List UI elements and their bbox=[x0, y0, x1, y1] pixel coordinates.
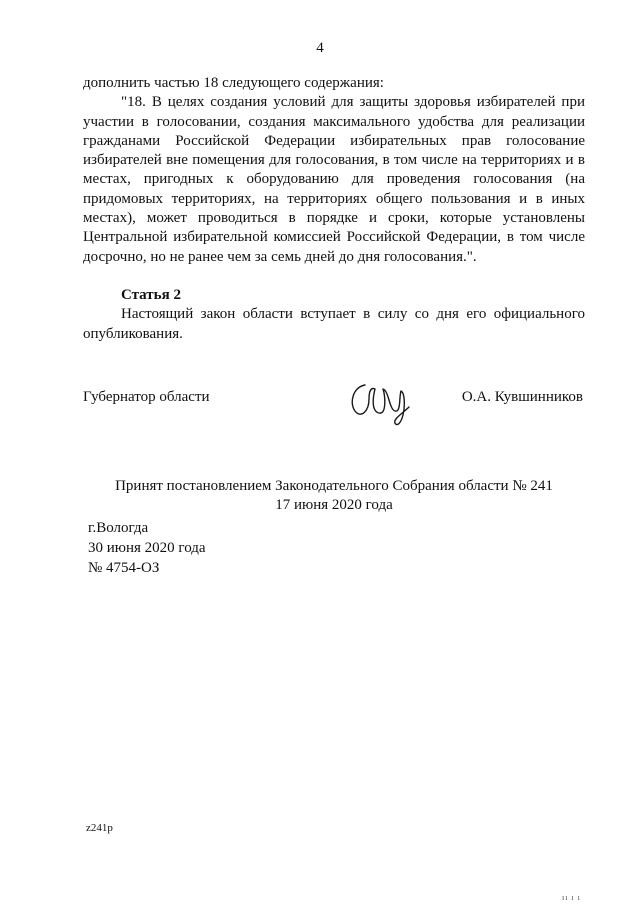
signatory-name: О.А. Кувшинников bbox=[461, 389, 583, 405]
law-number: № 4754-ОЗ bbox=[88, 560, 160, 576]
amendment-text: "18. В целях создания условий для защиты здоровья избирателей при участии в голосовании, создания максимального удобства для реализации гражданами Российской Федерации избирательных прав голосование избирателей вне помещения для голосования, в том числе на территориях и в местах, пригодных к оборудованию для проведения голосования (на придомовых территориях, на территориях общего пользования и в иных местах), может проводиться в порядке и сроки, которые установлены Центральной избирательной комиссией Российской Федерации, в том числе досрочно, но не ранее чем за семь дней до дня голосования.". bbox=[83, 94, 585, 265]
handwritten-signature bbox=[345, 377, 425, 429]
article-2-text: Настоящий закон области вступает в силу со дня его официального опубликования. bbox=[83, 306, 585, 342]
adoption-line-1: Принят постановлением Законодательного Собрания области № 241 bbox=[115, 478, 553, 494]
amendment-intro: дополнить частью 18 следующего содержания: bbox=[83, 75, 384, 91]
scan-marks: ıı ı ı bbox=[562, 893, 581, 902]
law-date: 30 июня 2020 года bbox=[88, 540, 206, 556]
document-body bbox=[83, 74, 585, 344]
city: г.Вологда bbox=[88, 520, 149, 536]
signatory-title: Губернатор области bbox=[83, 389, 210, 405]
law-metadata bbox=[88, 518, 206, 578]
article-2-heading: Статья 2 bbox=[121, 286, 181, 303]
adoption-line-2: 17 июня 2020 года bbox=[275, 497, 393, 513]
page-number: 4 bbox=[316, 40, 324, 56]
adoption-note bbox=[83, 477, 585, 515]
footer-code: z241p bbox=[86, 822, 113, 834]
